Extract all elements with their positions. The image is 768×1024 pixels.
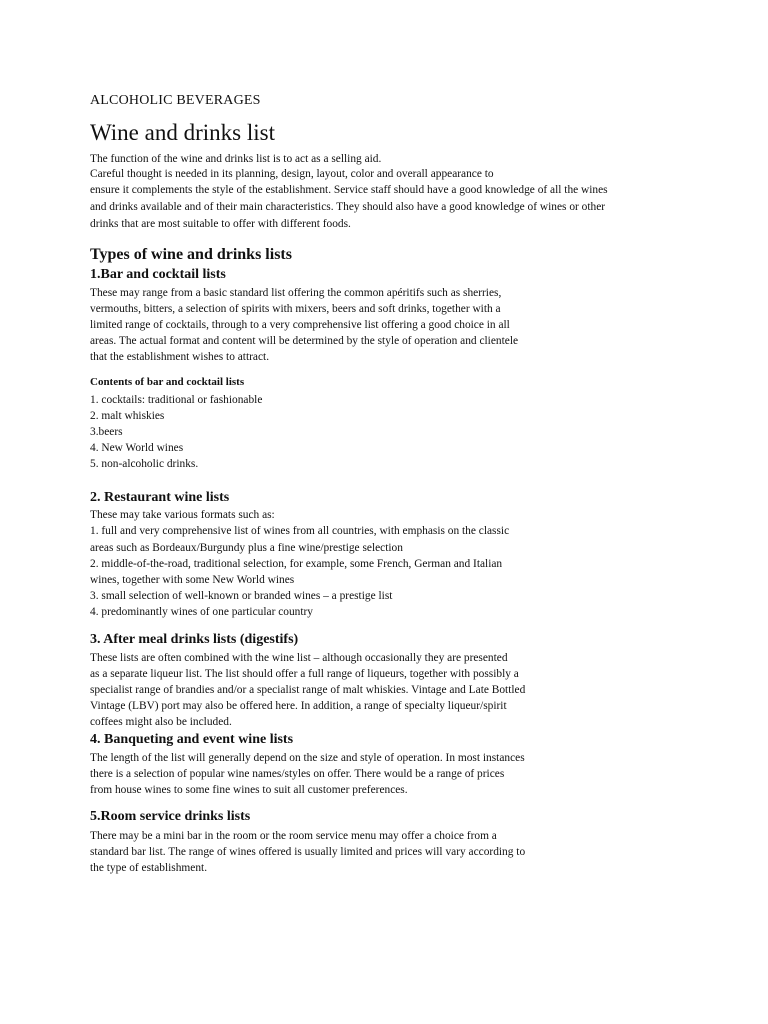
banqueting-heading: 4. Banqueting and event wine lists (90, 732, 294, 747)
types-heading: Types of wine and drinks lists (90, 246, 292, 263)
room-service-line: There may be a mini bar in the room or the room service menu may offer a choice from a (90, 830, 497, 842)
bar-contents-item: 5. non-alcoholic drinks. (90, 458, 199, 470)
bar-contents-heading: Contents of bar and cocktail lists (90, 376, 245, 388)
restaurant-line: wines, together with some New World wines (90, 574, 295, 586)
page-title: Wine and drinks list (90, 120, 275, 145)
after-meal-line: Vintage (LBV) port may also be offered here. In addition, a range of specialty liqueur/spirit (90, 700, 507, 712)
after-meal-line: specialist range of brandies and/or a specialist range of malt whiskies. Vintage and Late Bottled (90, 684, 526, 696)
after-meal-line: as a separate liqueur list. The list should offer a full range of liqueurs, together with possibly a (90, 668, 519, 680)
bar-line: areas. The actual format and content will be determined by the style of operation and clientele (90, 335, 519, 347)
room-service-heading: 5.Room service drinks lists (90, 809, 251, 824)
room-service-line: the type of establishment. (90, 862, 208, 874)
restaurant-line: 1. full and very comprehensive list of wines from all countries, with emphasis on the classic (90, 525, 510, 537)
after-meal-line: These lists are often combined with the wine list – although occasionally they are presented (90, 652, 508, 664)
intro-line: and drinks available and of their main characteristics. They should also have a good knowledge of wines or other (90, 201, 606, 213)
restaurant-line: These may take various formats such as: (90, 509, 275, 521)
bar-contents-item: 3.beers (90, 426, 123, 438)
banqueting-line: from house wines to some fine wines to suit all customer preferences. (90, 784, 408, 796)
restaurant-line: 4. predominantly wines of one particular country (90, 606, 314, 618)
banqueting-line: The length of the list will generally depend on the size and style of operation. In most instances (90, 752, 525, 764)
room-service-line: standard bar list. The range of wines offered is usually limited and prices will vary according to (90, 846, 526, 858)
after-meal-heading: 3. After meal drinks lists (digestifs) (90, 632, 299, 647)
restaurant-heading: 2. Restaurant wine lists (90, 490, 230, 505)
restaurant-line: areas such as Bordeaux/Burgundy plus a fine wine/prestige selection (90, 542, 403, 554)
bar-line: that the establishment wishes to attract. (90, 351, 270, 363)
bar-line: limited range of cocktails, through to a very comprehensive list offering a good choice in all (90, 319, 510, 331)
section-kicker: ALCOHOLIC BEVERAGES (90, 93, 261, 108)
bar-heading: 1.Bar and cocktail lists (90, 267, 226, 282)
bar-line: These may range from a basic standard list offering the common apéritifs such as sherries, (90, 287, 502, 299)
restaurant-line: 3. small selection of well-known or branded wines – a prestige list (90, 590, 393, 602)
intro-line: Careful thought is needed in its planning, design, layout, color and overall appearance to (90, 168, 494, 180)
after-meal-line: coffees might also be included. (90, 716, 232, 728)
bar-contents-item: 2. malt whiskies (90, 410, 165, 422)
intro-line: drinks that are most suitable to offer with different foods. (90, 218, 351, 230)
banqueting-line: there is a selection of popular wine names/styles on offer. There would be a range of prices (90, 768, 505, 780)
restaurant-line: 2. middle-of-the-road, traditional selection, for example, some French, German and Italian (90, 558, 503, 570)
intro-line: ensure it complements the style of the establishment. Service staff should have a good knowledge of all the wines (90, 184, 608, 196)
bar-line: vermouths, bitters, a selection of spirits with mixers, beers and soft drinks, together with a (90, 303, 501, 315)
bar-contents-item: 4. New World wines (90, 442, 184, 454)
intro-line: The function of the wine and drinks list is to act as a selling aid. (90, 153, 382, 165)
bar-contents-item: 1. cocktails: traditional or fashionable (90, 394, 263, 406)
